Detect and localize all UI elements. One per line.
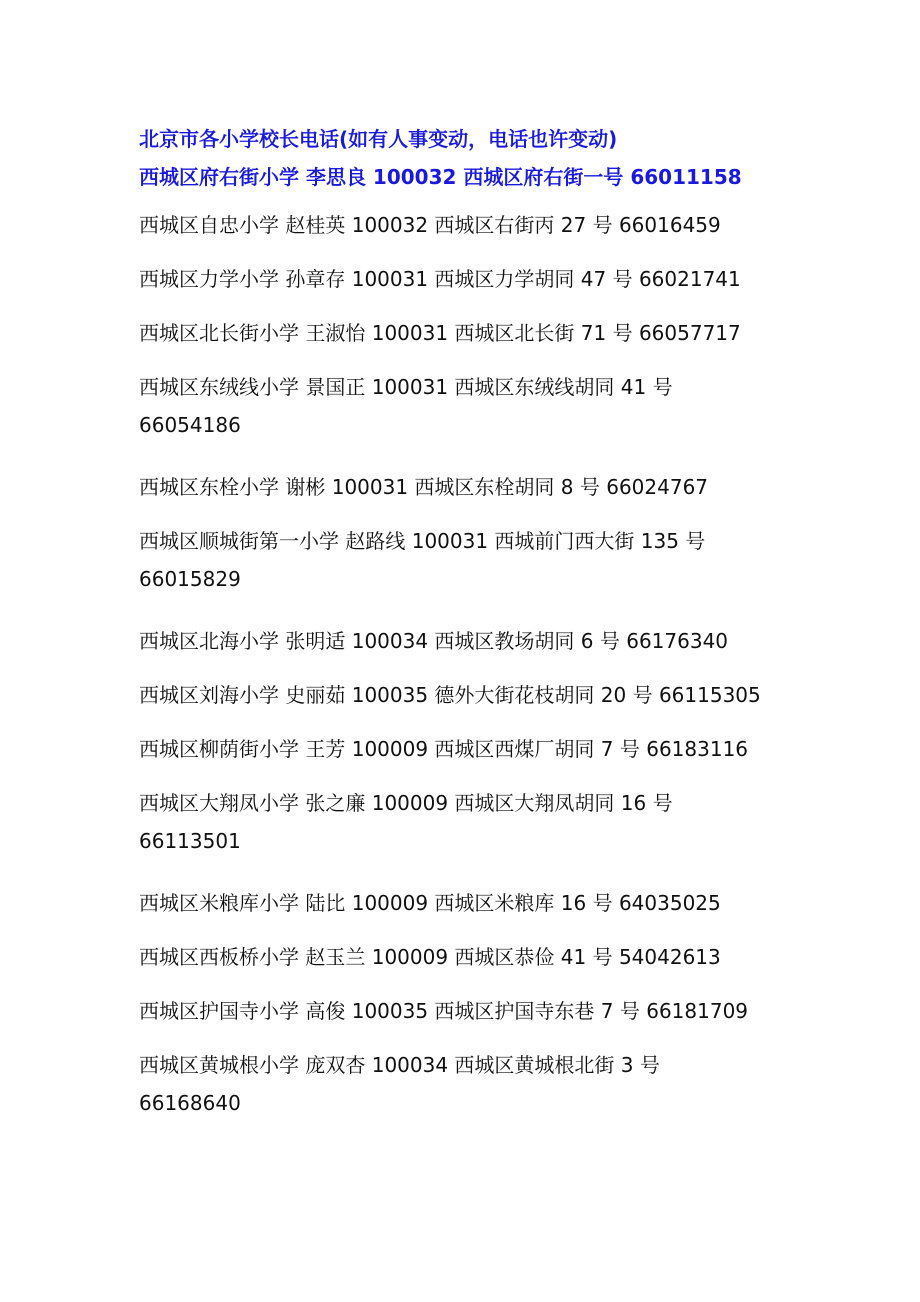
list-item [139, 252, 819, 306]
entry-line: 西城区北长街小学 王淑怡 100031 西城区北长街 71 号 66057717 [139, 321, 741, 345]
list-item [139, 776, 819, 876]
document-heading: 北京市各小学校长电话(如有人事变动，电话也许变动) [139, 127, 618, 151]
entry-line: 西城区西板桥小学 赵玉兰 100009 西城区恭俭 41 号 54042613 [139, 945, 721, 969]
entry-phone-line: 66113501 [139, 829, 241, 853]
list-item [139, 876, 819, 930]
entry-line: 西城区顺城街第一小学 赵路线 100031 西城前门西大街 135 号 [139, 529, 706, 553]
entry-line: 西城区自忠小学 赵桂英 100032 西城区右街丙 27 号 66016459 [139, 213, 721, 237]
entry-line: 西城区北海小学 张明适 100034 西城区教场胡同 6 号 66176340 [139, 629, 729, 653]
list-item [139, 984, 819, 1038]
list-item [139, 198, 819, 252]
entry-line: 西城区刘海小学 史丽茹 100035 德外大街花枝胡同 20 号 66115305 [139, 683, 761, 707]
entry-line: 西城区护国寺小学 高俊 100035 西城区护国寺东巷 7 号 66181709 [139, 999, 749, 1023]
entry-line: 西城区东栓小学 谢彬 100031 西城区东栓胡同 8 号 66024767 [139, 475, 709, 499]
list-item [139, 360, 819, 460]
entry-phone-line: 66054186 [139, 413, 241, 437]
school-list [139, 198, 819, 1138]
list-item [139, 514, 819, 614]
list-item [139, 1038, 819, 1138]
list-item [139, 668, 819, 722]
entry-line: 西城区大翔凤小学 张之廉 100009 西城区大翔凤胡同 16 号 [139, 791, 673, 815]
entry-line: 西城区东绒线小学 景国正 100031 西城区东绒线胡同 41 号 [139, 375, 673, 399]
list-item [139, 306, 819, 360]
list-item [139, 460, 819, 514]
list-item [139, 722, 819, 776]
list-item [139, 930, 819, 984]
entry-phone-line: 66015829 [139, 567, 241, 591]
document-page [139, 120, 819, 1138]
entry-line: 西城区柳荫街小学 王芳 100009 西城区西煤厂胡同 7 号 66183116 [139, 737, 749, 761]
list-item [139, 614, 819, 668]
entry-line: 西城区米粮库小学 陆比 100009 西城区米粮库 16 号 64035025 [139, 891, 721, 915]
entry-line: 西城区黄城根小学 庞双杏 100034 西城区黄城根北街 3 号 [139, 1053, 660, 1077]
entry-line: 西城区力学小学 孙章存 100031 西城区力学胡同 47 号 66021741 [139, 267, 741, 291]
highlighted-entry: 西城区府右街小学 李思良 100032 西城区府右街一号 66011158 [139, 165, 742, 189]
entry-phone-line: 66168640 [139, 1091, 241, 1115]
